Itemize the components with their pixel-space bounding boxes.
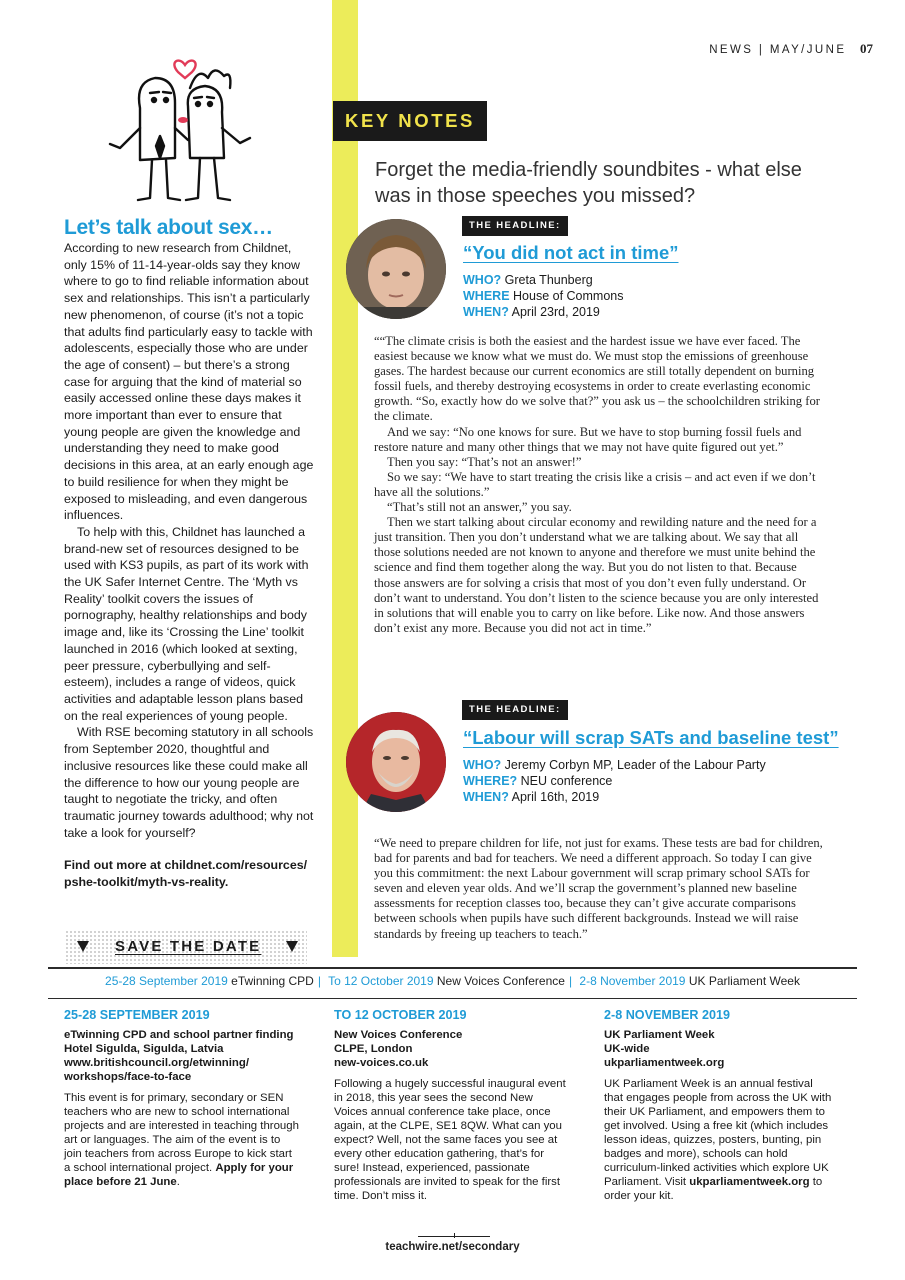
event-description: This event is for primary, secondary or SEN teachers who are new to school international projects and are interested in teaching through art or languages. The aim of the event is to join teachers from across Europe to kick start a school international project. Apply for your place before 21 June. bbox=[64, 1092, 299, 1188]
event-link[interactable]: www.britishcouncil.org/etwinning/ bbox=[64, 1057, 249, 1069]
sidebar-paragraph: To help with this, Childnet has launched a brand-new set of resources designed to be used with KS3 pupils, as part of its work with the UK Safer Internet Centre. The ‘Myth vs Reality’ toolkit covers the issues of pornography, healthy relationships and body image and, like its ‘Crossing the Line’ toolkit launched in 2016 (which looked at sexting, peer pressure, cyberbullying and self-esteem), includes a range of videos, quick activities and adaptable lesson plans based on the real experiences of young people. bbox=[64, 524, 309, 723]
event-date: TO 12 OCTOBER 2019 bbox=[334, 1008, 467, 1022]
event-new-voices bbox=[334, 1008, 569, 1203]
event-location: Hotel Sigulda, Sigulda, Latvia bbox=[64, 1043, 224, 1055]
who-label: WHO? bbox=[463, 758, 502, 772]
yellow-accent-bar bbox=[332, 0, 358, 957]
headline-quote bbox=[374, 836, 826, 942]
key-notes-intro: Forget the media-friendly soundbites - what else was in those speeches you missed? bbox=[375, 159, 802, 207]
save-the-date-label: SAVE THE DATE bbox=[115, 938, 262, 955]
sidebar-paragraph: According to new research from Childnet, only 15% of 11-14-year-olds say they know where to go to find reliable information about sex and relationships. This isn’t a particularly new phenomenon, of course (it’s not a topic that adults find particularly easy to tackle with adolescents, especially those who are under the age of consent) – but there’s a strong case for arguing that the kind of material so easily accessed online these days makes it more important than ever to ensure that young people are given the knowledge and understanding they need to make good decisions in this area, at an early enough age to build resilience for when they might be exposed to misleading, and even dangerous influences. bbox=[64, 241, 314, 523]
childnet-link[interactable]: Find out more at childnet.com/resources/ pshe-toolkit/myth-vs-reality. bbox=[64, 858, 308, 890]
page-number: 07 bbox=[860, 41, 873, 56]
when-label: WHEN? bbox=[463, 305, 509, 319]
where-label: WHERE bbox=[463, 289, 510, 303]
event-location: CLPE, London bbox=[334, 1043, 413, 1055]
footer-rule-tick bbox=[454, 1233, 455, 1238]
event-date: 25-28 SEPTEMBER 2019 bbox=[64, 1008, 210, 1022]
event-link[interactable]: ukparliamentweek.org bbox=[689, 1176, 810, 1188]
strip-date: To 12 October 2019 bbox=[328, 974, 434, 988]
headline-meta bbox=[463, 272, 623, 320]
key-notes-label: KEY NOTES bbox=[333, 101, 487, 141]
event-title: eTwinning CPD and school partner finding bbox=[64, 1029, 294, 1041]
strip-event: UK Parliament Week bbox=[688, 974, 800, 988]
section-label: NEWS | MAY/JUNE bbox=[709, 44, 847, 56]
headline-meta bbox=[463, 757, 766, 805]
quote-paragraph: So we say: “We have to start treating the crisis like a crisis – and act even if we don’t have all the solutions.” bbox=[374, 469, 816, 499]
event-header bbox=[604, 1028, 834, 1070]
strip-event: eTwinning CPD bbox=[231, 974, 314, 988]
strip-date: 25-28 September 2019 bbox=[105, 974, 228, 988]
strip-date: 2-8 November 2019 bbox=[579, 974, 686, 988]
quote-paragraph: And we say: “No one knows for sure. But we have to stop burning fossil fuels and restore nature and many other things that we may not have quite figured out yet.” bbox=[374, 424, 802, 454]
event-link[interactable]: workshops/face-to-face bbox=[64, 1071, 192, 1083]
when-value: April 23rd, 2019 bbox=[511, 305, 600, 319]
event-date: 2-8 NOVEMBER 2019 bbox=[604, 1008, 730, 1022]
event-cta: Apply for your place before 21 June bbox=[64, 1162, 294, 1188]
event-link[interactable]: ukparliamentweek.org bbox=[604, 1057, 725, 1069]
quote-paragraph: “We need to prepare children for life, not just for exams. These tests are bad for children, bad for parents and bad for teachers. We need a different approach. So today I can give you this commitment: the next Labour government will scrap primary school SATs for seven and eleven year olds. And we’ll scrap the government’s planned new baseline assessments for reception classes too, because they can’t give accurate comparisons between schools when pupils have such different backgrounds. Instead we will raise standards by freeing up teachers to teach.” bbox=[374, 836, 823, 941]
who-label: WHO? bbox=[463, 273, 502, 287]
greta-thunberg-portrait bbox=[346, 219, 446, 319]
event-link[interactable]: new-voices.co.uk bbox=[334, 1057, 429, 1069]
kissing-couple-illustration bbox=[90, 48, 280, 208]
event-description: UK Parliament Week is an annual festival that engages people from across the UK with their UK Parliament, and empowers them to get involved. Using a free kit (which includes lesson ideas, quizzes, posters, bunting, pin badges and more), schools can hold curriculum-linked activities which explore UK Parliament. Visit ukparliamentweek.org to order your kit. bbox=[604, 1078, 832, 1202]
quote-paragraph: Then you say: “That’s not an answer!” bbox=[387, 454, 582, 469]
headline-tag: THE HEADLINE: bbox=[462, 700, 568, 720]
event-title: New Voices Conference bbox=[334, 1029, 463, 1041]
headline-quote bbox=[374, 334, 826, 636]
quote-paragraph: “That’s still not an answer,” you say. bbox=[387, 500, 572, 515]
events-strip: 25-28 September 2019 eTwinning CPD | To 12 October 2019 New Voices Conference | 2-8 November 2019 UK Parliament Week bbox=[105, 974, 800, 988]
headline-title: “Labour will scrap SATs and baseline test” bbox=[463, 727, 839, 748]
divider bbox=[48, 967, 857, 969]
jeremy-corbyn-portrait bbox=[346, 712, 446, 812]
quote-paragraph: Then we start talking about circular economy and rewilding nature and the need for a just transition. Then you don’t understand what we are talking about. We say that all those solutions needed are not known to anyone and therefore we must unite behind the science and find them together along the way. But you do not listen to that. Because those answers are for solving a crisis that most of you don’t even fully understand. Or don’t want to understand. You don’t listen to the science because you are only interested in solutions that will enable you to carry on like before. Like now. And those answers don’t exist any more. Because you did not act in time.” bbox=[374, 515, 819, 635]
event-description: Following a hugely successful inaugural event in 2018, this year sees the second New Voices annual conference take place, once again, at the CLPE, SE1 8QW. What can you expect? Well, not the same faces you see at every other education gathering, that’s for sure! Instead, experienced, passionate professionals are invited to speak for the first time. Don’t miss it. bbox=[334, 1078, 566, 1202]
event-header bbox=[334, 1028, 569, 1070]
footer-url[interactable]: teachwire.net/secondary bbox=[385, 1241, 520, 1253]
save-the-date-banner bbox=[65, 930, 307, 964]
event-location: UK-wide bbox=[604, 1043, 650, 1055]
where-label: WHERE? bbox=[463, 774, 518, 788]
divider bbox=[48, 998, 857, 999]
who-value: Greta Thunberg bbox=[504, 273, 593, 287]
triangle-down-icon bbox=[77, 941, 89, 952]
strip-event: New Voices Conference bbox=[436, 974, 565, 988]
headline-title: “You did not act in time” bbox=[463, 242, 679, 263]
page-header bbox=[709, 41, 873, 57]
who-value: Jeremy Corbyn MP, Leader of the Labour Party bbox=[504, 758, 766, 772]
event-header bbox=[64, 1028, 299, 1084]
sidebar-article bbox=[64, 240, 314, 891]
triangle-down-icon bbox=[286, 941, 298, 952]
quote-paragraph: ““The climate crisis is both the easiest and the hardest issue we have ever faced. The easiest because we know what we must do. We must stop the emissions of greenhouse gases. The hardest because our current economics are still totally dependent on burning fossil fuels, and thereby destroying ecosystems in order to create everlasting economic growth. “So, exactly how do we solve that?” you ask us – the schoolchildren striking for the climate. bbox=[374, 334, 820, 424]
event-title: UK Parliament Week bbox=[604, 1029, 715, 1041]
event-uk-parliament-week bbox=[604, 1008, 834, 1203]
where-value: House of Commons bbox=[513, 289, 624, 303]
when-value: April 16th, 2019 bbox=[511, 790, 600, 804]
where-value: NEU conference bbox=[520, 774, 613, 788]
sidebar-title: Let’s talk about sex… bbox=[64, 216, 273, 239]
sidebar-paragraph: With RSE becoming statutory in all schools from September 2020, thoughtful and inclusive resources like these could make all the difference to how our young people are taught to negotiate the tricky, and often traumatic journey towards adulthood; why not take a look for yourself? bbox=[64, 725, 314, 840]
event-etwinning bbox=[64, 1008, 299, 1189]
when-label: WHEN? bbox=[463, 790, 509, 804]
headline-tag: THE HEADLINE: bbox=[462, 216, 568, 236]
